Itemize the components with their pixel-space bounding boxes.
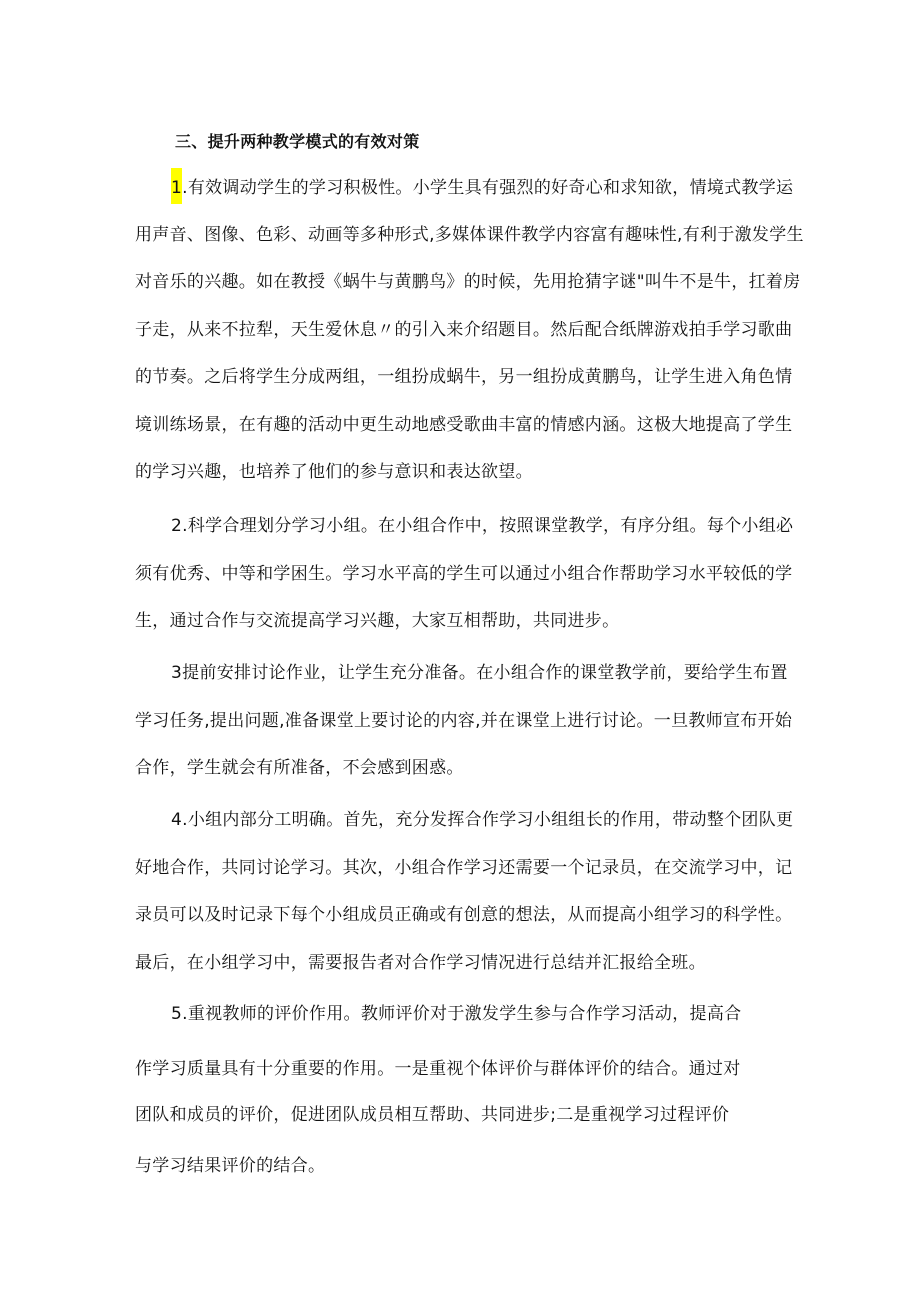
paragraph-line: 5.重视教师的评价作用。教师评价对于激发学生参与合作学习活动，提高合 xyxy=(171,1004,742,1024)
paragraph-line: 对音乐的兴趣。如在教授《蜗牛与黄鹏鸟》的时候，先用抢猜字谜"叫牛不是牛，扛着房 xyxy=(135,272,801,292)
highlighted-number: 1 xyxy=(171,168,182,204)
paragraph-line: 4.小组内部分工明确。首先，充分发挥合作学习小组组长的作用，带动整个团队更 xyxy=(171,810,794,830)
paragraph-line: 子走，从来不拉犁，天生爱休息〃的引入来介绍题目。然后配合纸牌游戏拍手学习歌曲 xyxy=(135,320,793,340)
paragraph-line: 须有优秀、中等和学困生。学习水平高的学生可以通过小组合作帮助学习水平较低的学 xyxy=(135,564,793,584)
paragraph-line: 境训练场景，在有趣的活动中更生动地感受歌曲丰富的情感内涵。这极大地提高了学生 xyxy=(135,415,793,435)
paragraph-line: 3提前安排讨论作业，让学生充分准备。在小组合作的课堂教学前，要给学生布置 xyxy=(171,663,788,683)
section-heading: 三、提升两种教学模式的有效对策 xyxy=(175,132,420,151)
paragraph-line: 团队和成员的评价，促进团队成员相互帮助、共同进步;二是重视学习过程评价 xyxy=(135,1105,730,1125)
paragraph-line: 合作，学生就会有所准备，不会感到困惑。 xyxy=(135,758,464,778)
paragraph-line: 录员可以及时记录下每个小组成员正确或有创意的想法，从而提高小组学习的科学性。 xyxy=(135,905,793,925)
paragraph-line: 的节奏。之后将学生分成两组，一组扮成蜗牛，另一组扮成黄鹏鸟，让学生进入角色情 xyxy=(135,367,793,387)
paragraph-line: 1.有效调动学生的学习积极性。小学生具有强烈的好奇心和求知欲，情境式教学运 xyxy=(171,176,793,204)
paragraph-line: 作学习质量具有十分重要的作用。一是重视个体评价与群体评价的结合。通过对 xyxy=(135,1059,741,1079)
paragraph-line: 2.科学合理划分学习小组。在小组合作中，按照课堂教学，有序分组。每个小组必 xyxy=(171,516,794,536)
paragraph-line: 与学习结果评价的结合。 xyxy=(135,1156,326,1176)
paragraph-line: 好地合作，共同讨论学习。其次，小组合作学习还需要一个记录员，在交流学习中，记 xyxy=(135,858,793,878)
paragraph-line: 学习任务,提出问题,准备课堂上要讨论的内容,并在课堂上进行讨论。一旦教师宣布开始 xyxy=(135,711,793,731)
paragraph-line: 最后，在小组学习中，需要报告者对合作学习情况进行总结并汇报给全班。 xyxy=(135,953,706,973)
paragraph-line: 的学习兴趣，也培养了他们的参与意识和表达欲望。 xyxy=(135,462,533,482)
paragraph-line: 生，通过合作与交流提高学习兴趣，大家互相帮助，共同进步。 xyxy=(135,611,620,631)
paragraph-line: 用声音、图像、色彩、动画等多种形式,多媒体课件教学内容富有趣味性,有利于激发学生 xyxy=(135,225,804,245)
